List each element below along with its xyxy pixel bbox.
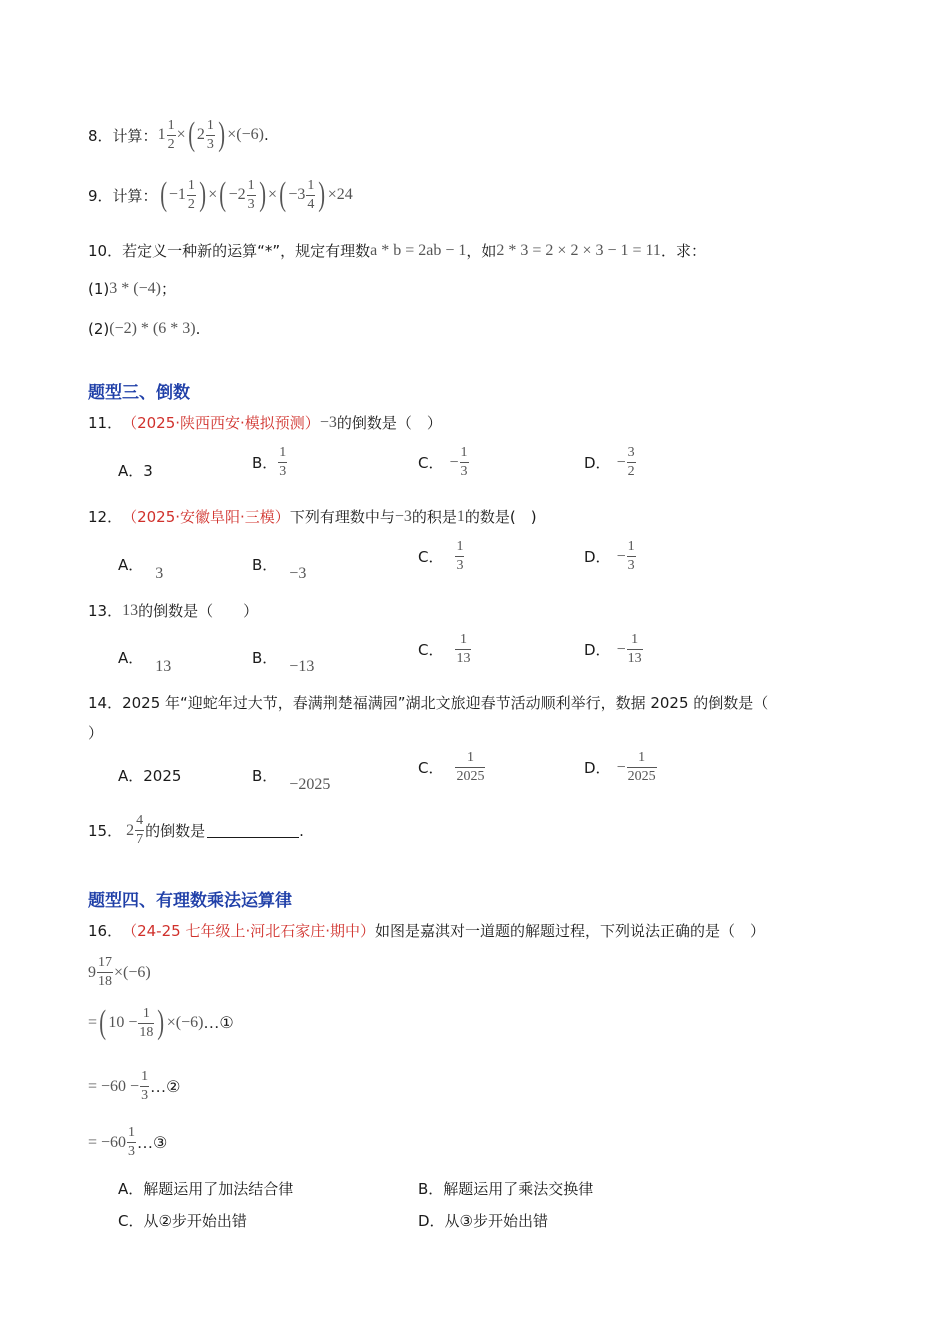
q11-c-frac: $\frac{1}{3}$: [460, 445, 468, 479]
section-heading-4: 题型四、有理数乘法运算律: [88, 891, 292, 911]
q10-sub2-end: .: [195, 320, 201, 338]
q12-one: 1: [456, 507, 465, 525]
q13-c-frac: $\frac{1}{13}$: [456, 632, 471, 666]
q14-a-value: 2025: [143, 766, 182, 785]
q11-option-b[interactable]: B． $\frac{1}{3}$: [252, 445, 287, 479]
q16-work-line-2: = −60 − $\frac{1}{3}$ …②: [88, 1069, 181, 1103]
question-9: [88, 178, 353, 212]
q10-sub-2: [88, 320, 200, 338]
q12-text-c: 的数是( ): [464, 508, 537, 526]
q12-option-a[interactable]: A． 3: [118, 556, 164, 582]
question-15: [88, 814, 304, 847]
q14-b-value: −2025: [289, 775, 331, 793]
q14-number: 14．: [88, 694, 123, 712]
q14-c-frac: $\frac{1}{2025}$: [456, 750, 485, 784]
q12-source: （2025·安徽阜阳·三模）: [122, 508, 290, 526]
q16-text: 如图是嘉淇对一道题的解题过程，下列说法正确的是（ ）: [375, 922, 766, 940]
q10-number: 10．: [88, 242, 123, 260]
q11-text: 的倒数是（ ）: [336, 414, 442, 432]
question-14: [88, 692, 768, 713]
q12-text-b: 的积是: [411, 508, 457, 526]
q14-d-frac: $\frac{1}{2025}$: [627, 750, 656, 784]
q16-option-d[interactable]: D．从③步开始出错: [418, 1212, 548, 1230]
q12-text-a: 下列有理数中与: [289, 508, 395, 526]
q12-option-c[interactable]: C． $\frac{1}{3}$: [418, 539, 464, 573]
q12-value: −3: [394, 507, 412, 525]
question-16: [88, 920, 765, 941]
q15-number: 15．: [88, 822, 123, 840]
q15-end: .: [299, 821, 304, 840]
q8-expression: 1 $\frac{1}{2}$ × ( 2 $\frac{1}{3}$ ) ×(−6): [157, 116, 264, 153]
q11-option-d[interactable]: D． − $\frac{3}{2}$: [584, 445, 635, 479]
q10-example: 2 * 3 = 2 × 2 × 3 − 1 = 11: [496, 241, 661, 259]
q10-sub1-label: (1): [88, 279, 110, 298]
q10-rule: a * b = 2ab − 1: [370, 241, 467, 259]
q15-mixed: 2 $\frac{4}{7}$: [126, 813, 144, 847]
q12-number: 12．: [88, 508, 123, 526]
q14-option-c[interactable]: C． $\frac{1}{2025}$: [418, 750, 485, 784]
q11-number: 11．: [88, 414, 123, 432]
q12-c-frac: $\frac{1}{3}$: [456, 539, 464, 573]
q11-source: （2025·陕西西安·模拟预测）: [122, 414, 320, 432]
q9-number: 9．: [88, 186, 113, 205]
q12-option-d[interactable]: D． − $\frac{1}{3}$: [584, 539, 635, 573]
q12-b-value: −3: [289, 564, 307, 582]
q10-sub1-end: ；: [160, 280, 176, 298]
q14-text: 2025 年“迎蛇年过大节，春满荆楚福满园”湖北文旅迎春节活动顺利举行，数据 2025 的倒数是（: [122, 694, 769, 712]
q11-option-a[interactable]: A． 3: [118, 461, 153, 480]
q9-expression: ( −1 $\frac{1}{2}$ ) × ( −2 $\frac{1}{3}$ ) × ( −3 $\frac{1}{4}$ ) ×24: [159, 176, 353, 213]
q12-a-value: 3: [155, 564, 164, 582]
q13-number: 13．: [88, 602, 123, 620]
q8-number: 8．: [88, 126, 113, 145]
q14-text-end: ）: [88, 724, 104, 742]
q12-d-frac: $\frac{1}{3}$: [627, 539, 635, 573]
q10-sub-1: [88, 278, 176, 299]
q13-a-value: 13: [155, 657, 172, 675]
q16-work-line-1: = ( 10 − $\frac{1}{18}$ ) ×(−6) …①: [88, 1004, 234, 1041]
question-13: [88, 600, 258, 621]
q8-end: .: [263, 126, 269, 144]
q11-a-value: 3: [143, 461, 153, 480]
q13-b-value: −13: [289, 657, 315, 675]
q16-work-line-0: 9 $\frac{17}{18}$ ×(−6): [88, 955, 151, 989]
q14-option-d[interactable]: D． − $\frac{1}{2025}$: [584, 750, 656, 784]
q11-d-frac: $\frac{3}{2}$: [627, 445, 635, 479]
q10-text-b: ，如: [466, 242, 497, 260]
question-8: [88, 118, 269, 152]
q13-option-c[interactable]: C． $\frac{1}{13}$: [418, 632, 471, 666]
question-11: [88, 412, 442, 433]
q15-text: 的倒数是: [145, 822, 206, 840]
question-12: [88, 506, 537, 527]
q11-value: −3: [319, 413, 337, 431]
q16-option-c[interactable]: C．从②步开始出错: [118, 1212, 247, 1230]
q16-work-line-3: = −60 $\frac{1}{3}$ …③: [88, 1125, 168, 1159]
question-14-cont: [88, 722, 103, 743]
q16-number: 16．: [88, 922, 123, 940]
q13-option-d[interactable]: D． − $\frac{1}{13}$: [584, 632, 642, 666]
q16-source: （24-25 七年级上·河北石家庄·期中）: [122, 922, 375, 940]
q16-option-b[interactable]: B．解题运用了乘法交换律: [418, 1180, 594, 1198]
q9-label: 计算：: [112, 186, 158, 205]
q13-option-a[interactable]: A． 13: [118, 649, 172, 675]
q13-d-frac: $\frac{1}{13}$: [627, 632, 642, 666]
q14-option-a[interactable]: A． 2025: [118, 766, 182, 785]
q13-value: 13: [122, 601, 139, 619]
q10-sub2-label: (2): [88, 320, 110, 338]
q11-b-frac: $\frac{1}{3}$: [279, 445, 287, 479]
q14-option-b[interactable]: B． −2025: [252, 767, 331, 793]
q10-sub2-expr: (−2) * (6 * 3): [109, 320, 196, 337]
question-10: [88, 240, 706, 261]
q15-answer-blank[interactable]: [207, 823, 299, 838]
q8-label: 计算：: [112, 126, 158, 145]
q10-text-c: ．求：: [660, 242, 706, 260]
q16-option-a[interactable]: A．解题运用了加法结合律: [118, 1180, 294, 1198]
q12-option-b[interactable]: B． −3: [252, 556, 307, 582]
q10-sub1-expr: 3 * (−4): [109, 279, 161, 297]
q13-option-b[interactable]: B． −13: [252, 649, 315, 675]
q10-text-a: 若定义一种新的运算“*”，规定有理数: [122, 242, 371, 260]
q13-text: 的倒数是（ ）: [138, 602, 259, 620]
section-heading-3: 题型三、倒数: [88, 383, 190, 403]
q11-option-c[interactable]: C． − $\frac{1}{3}$: [418, 445, 468, 479]
